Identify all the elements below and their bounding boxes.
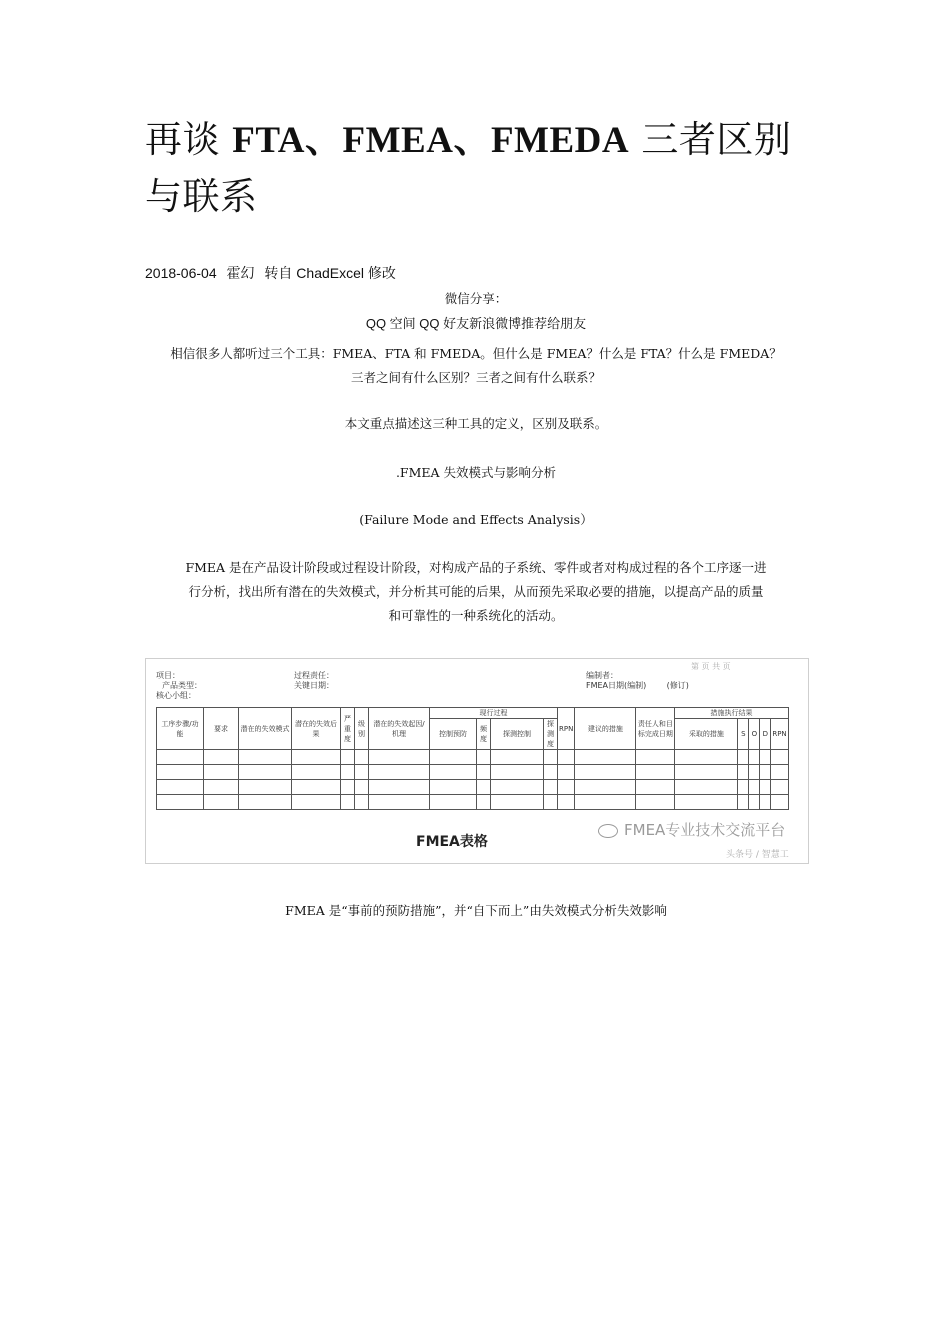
col-o: O [749, 719, 760, 750]
article-title: 再谈 FTA、FMEA、FMEDA 三者区别与联系 [145, 118, 792, 218]
col-s: S [738, 719, 749, 750]
col-requirement: 要求 [204, 708, 239, 750]
col-severity: 严重度 [341, 708, 355, 750]
watermark-sub: 头条号 / 智慧工 [726, 850, 789, 860]
col-failure-mode: 潜在的失效模式 [239, 708, 292, 750]
article-meta [145, 263, 402, 283]
col-responsibility: 责任人和目标完成日期 [636, 708, 675, 750]
col-action-taken: 采取的措施 [675, 719, 738, 750]
intro-line-1: 相信很多人都听过三个工具：FMEA、FTA 和 FMEDA。但什么是 FMEA？什么是 FTA？什么是 FMEDA？ [170, 346, 782, 361]
table-row [157, 780, 789, 795]
closing-line: FMEA 是“事前的预防措施”，并“自下而上”由失效模式分析失效影响 [285, 903, 667, 918]
col-detection-control: 探测控制 [491, 719, 544, 750]
col-detection: 探测度 [544, 719, 558, 750]
wechat-icon [598, 824, 618, 838]
col-d: D [760, 719, 771, 750]
watermark: FMEA专业技术交流平台 [598, 819, 785, 840]
group-action-results: 措施执行结果 [675, 708, 788, 719]
article-source: 转自 ChadExcel 修改 [264, 265, 396, 281]
section-subtitle: (Failure Mode and Effects Analysis） [359, 512, 593, 527]
table-row [157, 765, 789, 780]
paragraph-line-3: 和可靠性的一种系统化的活动。 [388, 608, 564, 623]
col-rpn: RPN [558, 708, 575, 750]
intro-line-2: 三者之间有什么区别？三者之间有什么联系？ [350, 370, 601, 385]
focus-statement: 本文重点描述这三种工具的定义，区别及联系。 [344, 416, 608, 431]
paragraph-line-1: FMEA 是在产品设计阶段或过程设计阶段，对构成产品的子系统、零件或者对构成过程的各个工序逐一进 [185, 560, 767, 575]
col-occurrence: 频度 [477, 719, 491, 750]
figure-caption: FMEA表格 [416, 834, 488, 850]
col-failure-effect: 潜在的失效后果 [292, 708, 341, 750]
paragraph-line-2: 行分析，找出所有潜在的失效模式，并分析其可能的后果，从而预先采取必要的措施，以提高产品的质量 [188, 584, 764, 599]
table-row [157, 795, 789, 810]
article-date: 2018-06-04 [145, 265, 217, 281]
header-middle: 过程责任： 关键日期： [294, 671, 334, 690]
col-step: 工序步骤/功能 [157, 708, 204, 750]
fmea-table [156, 707, 789, 810]
article-author: 霍幻 [226, 265, 255, 281]
header-left: 项目： 产品类型： 核心小组： [156, 671, 202, 700]
table-row [157, 750, 789, 765]
header-right: 编制者： FMEA日期(编制) (修订) [586, 671, 689, 690]
header-page: 第 页 共 页 [691, 662, 731, 671]
col-prevention: 控制预防 [430, 719, 477, 750]
share-links[interactable]: QQ 空间 QQ 好友新浪微博推荐给朋友 [365, 316, 587, 331]
section-title: .FMEA 失效模式与影响分析 [395, 465, 557, 480]
col-recommended: 建议的措施 [575, 708, 636, 750]
col-rpn-final: RPN [771, 719, 788, 750]
share-label: 微信分享： [444, 291, 508, 306]
group-current-process: 现行过程 [430, 708, 558, 719]
col-class: 级别 [355, 708, 369, 750]
fmea-table-image [145, 658, 809, 864]
col-cause: 潜在的失效起因/机理 [369, 708, 430, 750]
